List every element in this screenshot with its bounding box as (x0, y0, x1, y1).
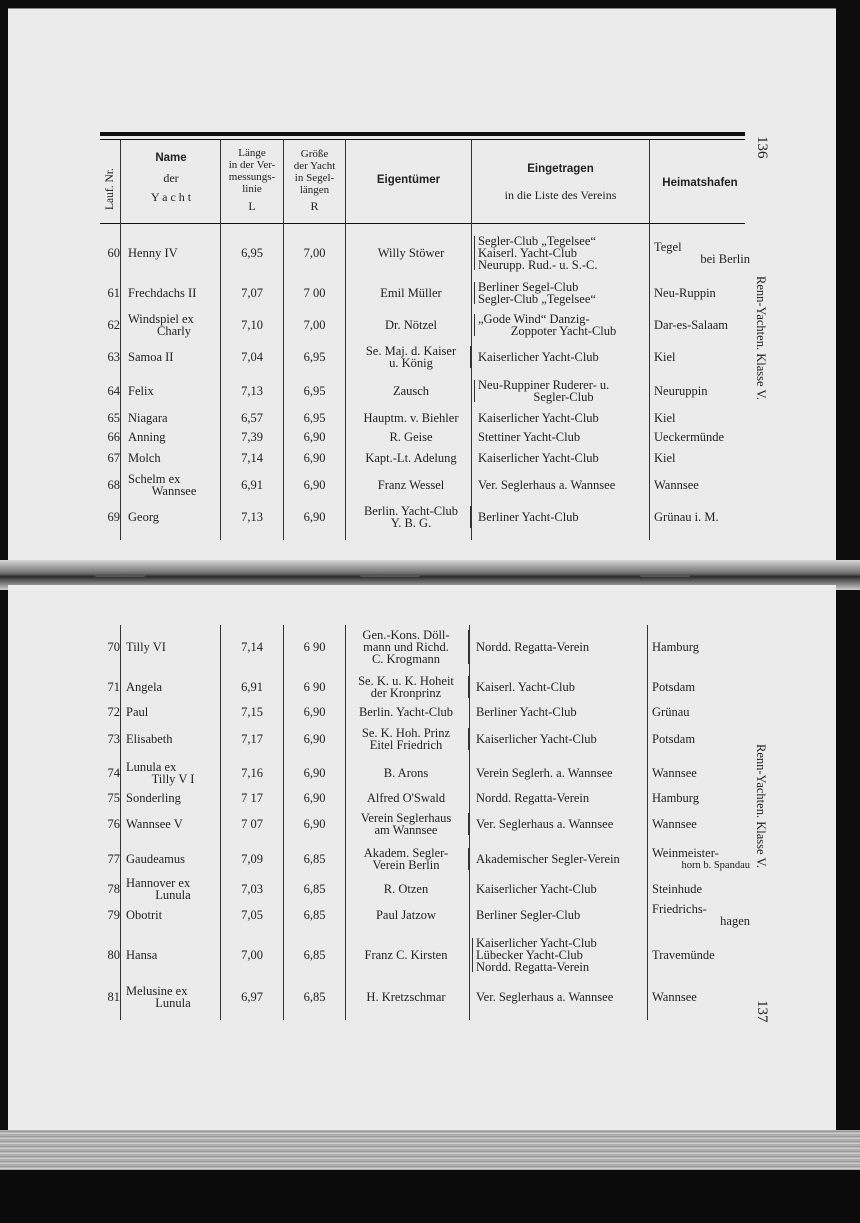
rating-value: 6,90 (303, 510, 326, 524)
home-port: horn b. Spandau (681, 860, 750, 871)
owner-name: Eitel Friedrich (369, 738, 443, 752)
club-name: Lübecker Yacht-Club (476, 948, 583, 962)
brace (472, 236, 475, 270)
rating-value: 6,95 (303, 411, 326, 425)
row-number: 63 (107, 350, 120, 364)
yacht-name: Niagara (128, 411, 168, 425)
club-name: Kaiserlicher Yacht-Club (478, 411, 599, 425)
home-port: Wannsee (652, 766, 697, 780)
header-eingetragen-1: Eingetragen (527, 163, 594, 175)
brace (472, 380, 475, 402)
owner-name: Dr. Nötzel (384, 318, 438, 332)
owner-name: C. Krogmann (371, 652, 441, 666)
owner-name: Verein Seglerhaus (360, 811, 452, 825)
owner-name: Willy Stöwer (377, 246, 445, 260)
yacht-name: Obotrit (126, 908, 163, 922)
yacht-name: Henny IV (128, 246, 178, 260)
club-name: Kaiserlicher Yacht-Club (476, 936, 597, 950)
owner-name: Hauptm. v. Biehler (363, 411, 459, 425)
yacht-name: Molch (128, 451, 161, 465)
owner-name: mann und Richd. (363, 640, 449, 654)
rating-value: 6,90 (303, 430, 326, 444)
row-number: 71 (107, 680, 120, 694)
column-divider (345, 625, 346, 1020)
yacht-name: Wannsee (151, 484, 197, 498)
home-port: Friedrichs- (652, 902, 707, 916)
home-port: Hamburg (652, 640, 699, 654)
owner-name: der Kronprinz (370, 686, 442, 700)
rating-value: 6,90 (303, 766, 326, 780)
brace (466, 630, 469, 664)
rating-value: 6,95 (303, 350, 326, 364)
rating-value: 6 90 (303, 680, 326, 694)
yacht-name: Gaudeamus (126, 852, 186, 866)
header-laenge-3: messungs- (228, 171, 276, 183)
length-value: 7,13 (241, 384, 263, 398)
club-name: Segler-Club (533, 390, 594, 404)
header-name-2: der (163, 171, 179, 185)
rating-value: 6,85 (303, 990, 326, 1004)
header-top-rule (100, 132, 745, 136)
club-name: Berliner Segel-Club (478, 280, 579, 294)
rating-value: 6,85 (303, 882, 326, 896)
header-groesse-5: R (310, 199, 319, 213)
header-eingetragen-2: in die Liste des Vereins (504, 188, 617, 202)
owner-name: Berlin. Yacht-Club (358, 705, 454, 719)
owner-name: u. König (389, 356, 433, 370)
brace (466, 728, 469, 750)
length-value: 7,04 (241, 350, 263, 364)
length-value: 6,97 (241, 990, 263, 1004)
club-name: Akademischer Segler-Verein (476, 852, 620, 866)
owner-name: B. Arons (383, 766, 429, 780)
row-number: 79 (107, 908, 120, 922)
header-lauf-nr: Lauf. Nr. (104, 168, 116, 210)
column-divider (120, 140, 121, 540)
length-value: 7,16 (241, 766, 263, 780)
club-name: „Gode Wind“ Danzig- (478, 312, 590, 326)
length-value: 7 07 (241, 817, 263, 831)
gutter-mark (640, 574, 690, 577)
row-number: 64 (107, 384, 120, 398)
yacht-name: Tilly V I (151, 772, 195, 786)
row-number: 73 (107, 732, 120, 746)
length-value: 6,57 (241, 411, 263, 425)
row-number: 76 (107, 817, 120, 831)
home-port: Kiel (654, 411, 676, 425)
club-name: Nordd. Regatta-Verein (476, 640, 590, 654)
row-number: 78 (107, 882, 120, 896)
club-name: Kaiserl. Yacht-Club (478, 246, 577, 260)
rating-value: 6,85 (303, 948, 326, 962)
row-number: 68 (107, 478, 120, 492)
page-number-136: 136 (754, 136, 770, 159)
club-name: Zoppoter Yacht-Club (510, 324, 617, 338)
owner-name: Gen.-Kons. Döll- (362, 628, 450, 642)
rating-value: 7,00 (303, 318, 326, 332)
home-port: Tegel (654, 240, 682, 254)
length-value: 7,03 (241, 882, 263, 896)
row-number: 61 (107, 286, 120, 300)
column-divider (649, 140, 650, 540)
yacht-name: Windspiel ex (128, 312, 194, 326)
gutter-mark (360, 574, 420, 577)
length-value: 7,14 (241, 451, 263, 465)
length-value: 6,91 (241, 478, 263, 492)
row-number: 81 (107, 990, 120, 1004)
club-name: Berliner Yacht-Club (478, 510, 579, 524)
club-name: Berliner Segler-Club (476, 908, 581, 922)
rating-value: 6,90 (303, 478, 326, 492)
yacht-name: Charly (156, 324, 192, 338)
club-name: Kaiserl. Yacht-Club (476, 680, 575, 694)
length-value: 7,15 (241, 705, 263, 719)
side-title-top: Renn-Yachten. Klasse V. (754, 276, 768, 400)
home-port: Kiel (654, 350, 676, 364)
owner-name: Y. B. G. (390, 516, 432, 530)
home-port: Potsdam (652, 680, 696, 694)
row-number: 70 (107, 640, 120, 654)
club-name: Segler-Club „Tegelsee“ (478, 234, 596, 248)
home-port: Wannsee (652, 990, 697, 1004)
header-name-1: Name (155, 152, 187, 164)
yacht-name: Frechdachs II (128, 286, 197, 300)
brace (468, 506, 471, 528)
rating-value: 7,00 (303, 246, 326, 260)
home-port: Kiel (654, 451, 676, 465)
yacht-name: Hannover ex (126, 876, 191, 890)
rating-value: 6,90 (303, 791, 326, 805)
header-groesse-4: längen (299, 184, 330, 196)
brace (468, 346, 471, 368)
rating-value: 6,90 (303, 451, 326, 465)
owner-name: Se. Maj. d. Kaiser (365, 344, 457, 358)
row-number: 72 (107, 705, 120, 719)
page-number-137: 137 (754, 1000, 770, 1023)
rating-value: 6,90 (303, 732, 326, 746)
club-name: Ver. Seglerhaus a. Wannsee (476, 990, 614, 1004)
yacht-name: Angela (126, 680, 163, 694)
side-title-bottom: Renn-Yachten. Klasse V. (754, 744, 768, 868)
owner-name: Se. K. u. K. Hoheit (358, 674, 454, 688)
header-eigentuemer: Eigentümer (376, 174, 441, 186)
club-name: Ver. Seglerhaus a. Wannsee (478, 478, 616, 492)
owner-name: Zausch (392, 384, 430, 398)
rating-value: 6,85 (303, 908, 326, 922)
row-number: 65 (107, 411, 120, 425)
row-number: 69 (107, 510, 120, 524)
length-value: 7,00 (241, 948, 263, 962)
header-laenge-5: L (248, 199, 256, 213)
rating-value: 7 00 (303, 286, 326, 300)
club-name: Neurupp. Rud.- u. S.-C. (478, 258, 598, 272)
gutter-mark (95, 574, 145, 577)
yacht-name: Tilly VI (126, 640, 166, 654)
home-port: Potsdam (652, 732, 696, 746)
row-number: 75 (107, 791, 120, 805)
column-divider (345, 140, 346, 540)
owner-name: Franz Wessel (377, 478, 445, 492)
club-name: Kaiserlicher Yacht-Club (478, 350, 599, 364)
club-name: Stettiner Yacht-Club (478, 430, 581, 444)
home-port: Travemünde (652, 948, 715, 962)
rating-value: 6,90 (303, 817, 326, 831)
owner-name: Akadem. Segler- (363, 846, 449, 860)
owner-name: Franz C. Kirsten (364, 948, 448, 962)
club-name: Verein Seglerh. a. Wannsee (476, 766, 613, 780)
home-port: Wannsee (654, 478, 699, 492)
home-port: Dar-es-Salaam (654, 318, 729, 332)
yacht-name: Wannsee V (126, 817, 183, 831)
club-name: Nordd. Regatta-Verein (476, 791, 590, 805)
owner-name: Paul Jatzow (375, 908, 437, 922)
length-value: 7,39 (241, 430, 263, 444)
rating-value: 6,95 (303, 384, 326, 398)
length-value: 7,14 (241, 640, 263, 654)
length-value: 7,13 (241, 510, 263, 524)
home-port: Neu-Ruppin (654, 286, 716, 300)
yacht-name: Samoa II (128, 350, 174, 364)
owner-name: R. Geise (389, 430, 433, 444)
yacht-name: Hansa (126, 948, 158, 962)
header-laenge-1: Länge (238, 147, 266, 159)
home-port: Grünau i. M. (654, 510, 719, 524)
club-name: Berliner Yacht-Club (476, 705, 577, 719)
row-number: 62 (107, 318, 120, 332)
club-name: Neu-Ruppiner Ruderer- u. (478, 378, 610, 392)
owner-name: am Wannsee (374, 823, 438, 837)
row-number: 60 (107, 246, 120, 260)
brace (470, 938, 473, 972)
home-port: Steinhude (652, 882, 702, 896)
owner-name: Alfred O'Swald (366, 791, 446, 805)
header-laenge-4: linie (242, 183, 262, 195)
yacht-name: Lunula (155, 996, 191, 1010)
length-value: 7,17 (241, 732, 263, 746)
home-port: Neuruppin (654, 384, 708, 398)
header-groesse-2: der Yacht (293, 160, 336, 172)
club-name: Kaiserlicher Yacht-Club (476, 882, 597, 896)
yacht-name: Felix (128, 384, 154, 398)
header-name-3: Y a c h t (150, 190, 192, 204)
brace (466, 676, 469, 698)
brace (472, 282, 475, 304)
yacht-name: Elisabeth (126, 732, 173, 746)
yacht-name: Paul (126, 705, 149, 719)
row-number: 67 (107, 451, 120, 465)
row-number: 80 (107, 948, 120, 962)
yacht-name: Sonderling (126, 791, 181, 805)
home-port: Hamburg (652, 791, 699, 805)
yacht-name: Lunula ex (126, 760, 177, 774)
yacht-name: Georg (128, 510, 160, 524)
owner-name: R. Otzen (383, 882, 429, 896)
rating-value: 6,90 (303, 705, 326, 719)
row-number: 74 (107, 766, 120, 780)
length-value: 7,09 (241, 852, 263, 866)
header-groesse-1: Größe (300, 148, 329, 160)
brace (466, 848, 469, 870)
owner-name: Se. K. Hoh. Prinz (361, 726, 451, 740)
row-number: 66 (107, 430, 120, 444)
column-divider (647, 625, 648, 1020)
row-number: 77 (107, 852, 120, 866)
owner-name: H. Kretzschmar (366, 990, 446, 1004)
owner-name: Emil Müller (380, 286, 442, 300)
owner-name: Verein Berlin (372, 858, 440, 872)
brace (466, 813, 469, 835)
club-name: Segler-Club „Tegelsee“ (478, 292, 596, 306)
length-value: 7,05 (241, 908, 263, 922)
yacht-name: Schelm ex (128, 472, 181, 486)
home-port: Ueckermünde (654, 430, 725, 444)
home-port: Wannsee (652, 817, 697, 831)
rating-value: 6,85 (303, 852, 326, 866)
club-name: Kaiserlicher Yacht-Club (478, 451, 599, 465)
yacht-name: Melusine ex (126, 984, 188, 998)
club-name: Nordd. Regatta-Verein (476, 960, 590, 974)
club-name: Ver. Seglerhaus a. Wannsee (476, 817, 614, 831)
yacht-name: Anning (128, 430, 166, 444)
home-port: bei Berlin (700, 252, 750, 266)
length-value: 7,07 (241, 286, 263, 300)
length-value: 6,91 (241, 680, 263, 694)
home-port: Grünau (652, 705, 690, 719)
length-value: 6,95 (241, 246, 263, 260)
home-port: hagen (720, 914, 750, 928)
header-laenge-2: in der Ver- (228, 159, 276, 171)
length-value: 7 17 (241, 791, 263, 805)
column-divider (120, 625, 121, 1020)
yacht-name: Lunula (155, 888, 191, 902)
length-value: 7,10 (241, 318, 263, 332)
brace (472, 314, 475, 336)
book-shadow (0, 1170, 860, 1223)
club-name: Kaiserlicher Yacht-Club (476, 732, 597, 746)
owner-name: Berlin. Yacht-Club (363, 504, 459, 518)
owner-name: Kapt.-Lt. Adelung (365, 451, 457, 465)
home-port: Weinmeister- (652, 846, 719, 860)
rating-value: 6 90 (303, 640, 326, 654)
header-heimatshafen: Heimatshafen (662, 177, 738, 189)
header-groesse-3: in Segel- (294, 172, 335, 184)
